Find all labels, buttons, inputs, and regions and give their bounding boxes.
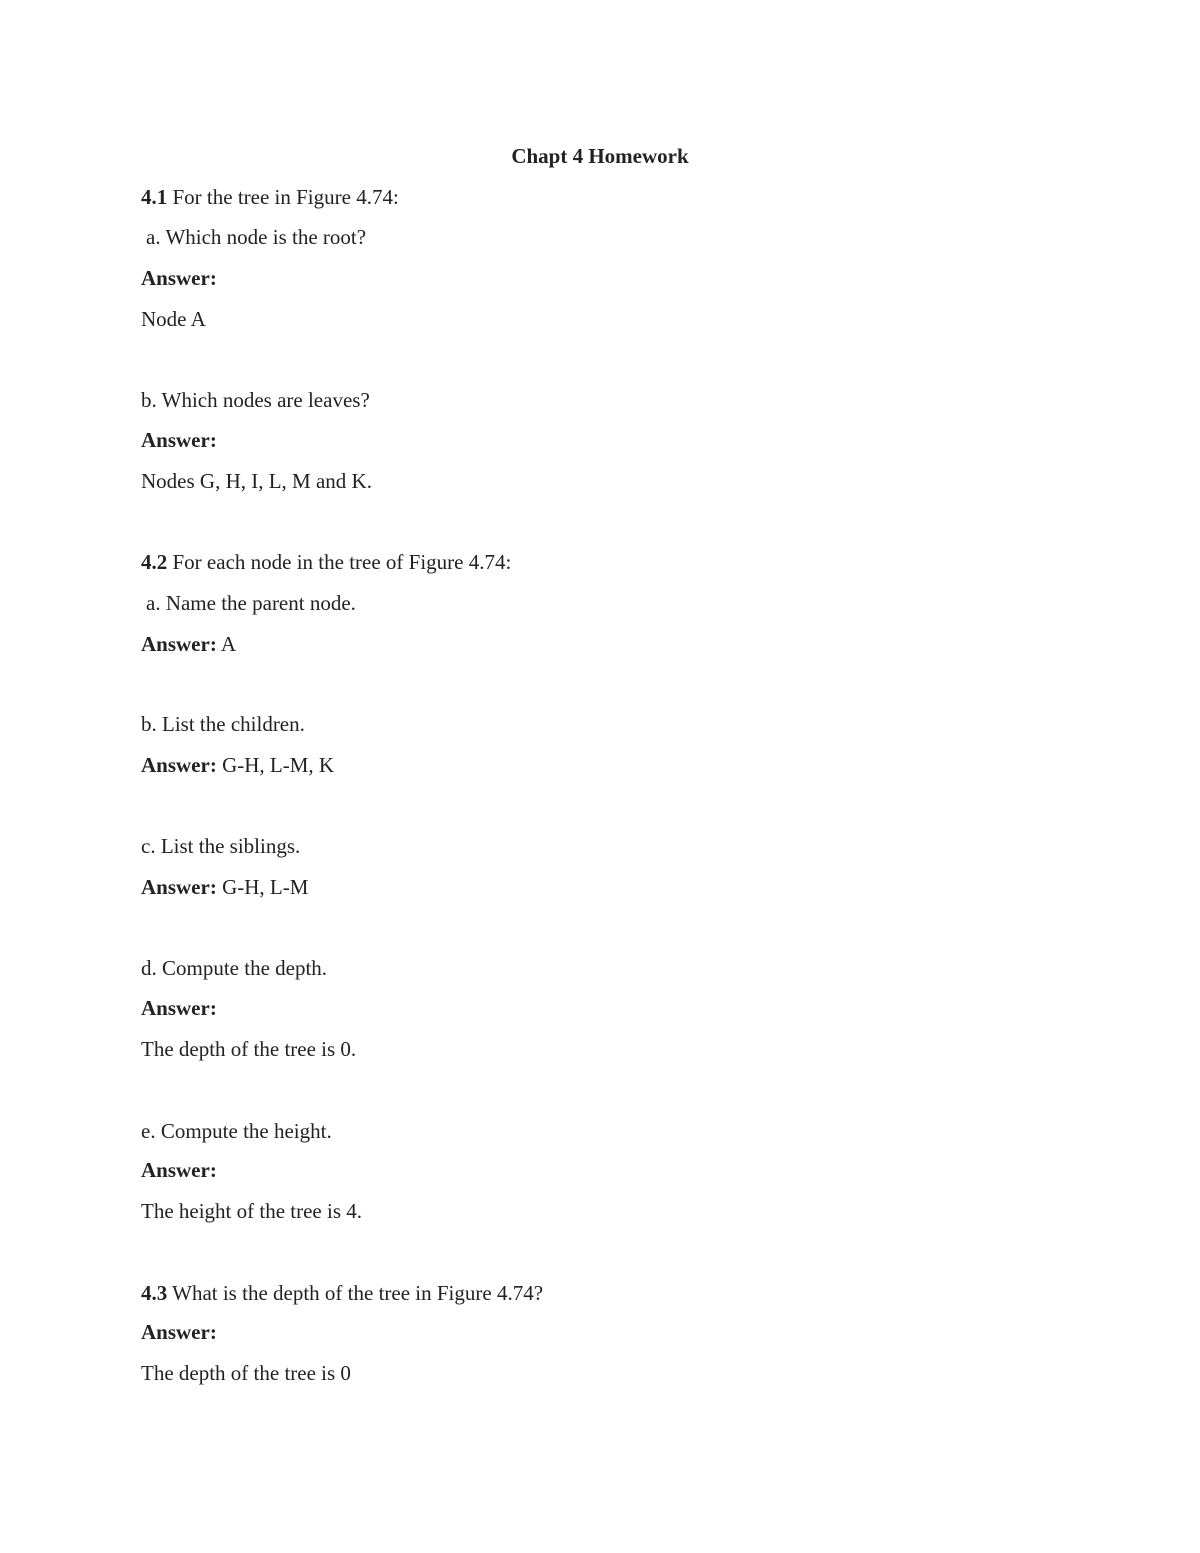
answer-label: Answer: xyxy=(141,266,217,290)
question-prompt: What is the depth of the tree in Figure 4.74? xyxy=(172,1281,544,1305)
answer-label: Answer: xyxy=(141,753,217,777)
question-number: 4.3 xyxy=(141,1281,168,1305)
answer-label: Answer: xyxy=(141,1158,217,1182)
question-4-2 xyxy=(141,547,511,577)
answer-label: Answer: xyxy=(141,996,217,1020)
answer-line xyxy=(141,750,334,780)
answer-label: Answer: xyxy=(141,632,217,656)
page-title: Chapt 4 Homework xyxy=(511,144,689,168)
answer-text: The height of the tree is 4. xyxy=(141,1199,363,1223)
answer-text: Node A xyxy=(141,307,206,331)
question-4-2-a: a. Name the parent node. xyxy=(146,591,356,615)
answer-text: G-H, L-M, K xyxy=(222,753,335,777)
answer-label: Answer: xyxy=(141,428,217,452)
question-4-2-e: e. Compute the height. xyxy=(141,1119,332,1143)
question-4-1-a: a. Which node is the root? xyxy=(146,225,367,249)
answer-line xyxy=(141,872,308,902)
answer-line xyxy=(141,629,236,659)
question-number: 4.1 xyxy=(141,185,168,209)
answer-label: Answer: xyxy=(141,1320,217,1344)
question-4-2-c: c. List the siblings. xyxy=(141,834,301,858)
question-4-1 xyxy=(141,182,399,212)
answer-text: G-H, L-M xyxy=(222,875,309,899)
answer-text: A xyxy=(220,632,237,656)
answer-text: The depth of the tree is 0 xyxy=(141,1361,351,1385)
question-4-2-d: d. Compute the depth. xyxy=(141,956,328,980)
question-prompt: For each node in the tree of Figure 4.74: xyxy=(172,550,512,574)
question-number: 4.2 xyxy=(141,550,168,574)
question-4-1-b: b. Which nodes are leaves? xyxy=(141,388,370,412)
question-prompt: For the tree in Figure 4.74: xyxy=(172,185,399,209)
answer-text: The depth of the tree is 0. xyxy=(141,1037,357,1061)
answer-text: Nodes G, H, I, L, M and K. xyxy=(141,469,372,493)
question-4-2-b: b. List the children. xyxy=(141,712,305,736)
question-4-3 xyxy=(141,1278,543,1308)
answer-label: Answer: xyxy=(141,875,217,899)
